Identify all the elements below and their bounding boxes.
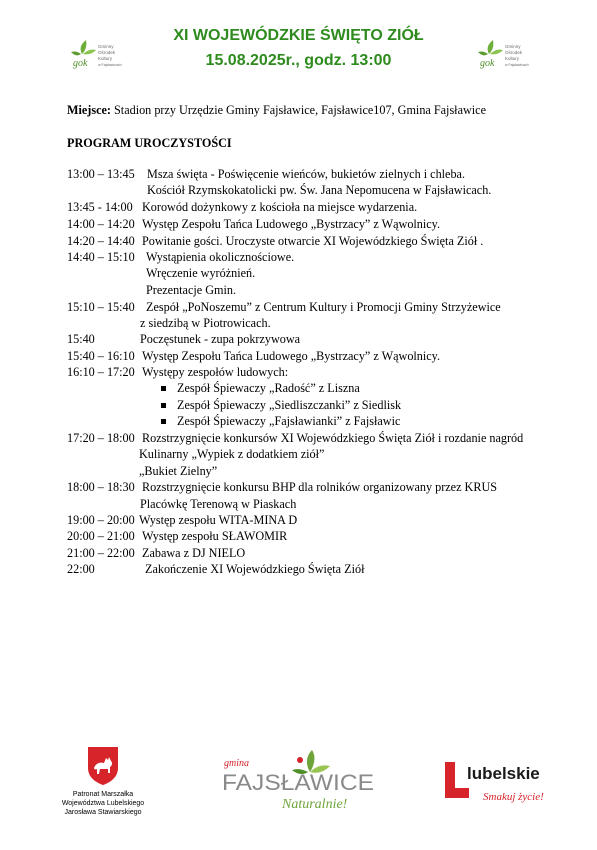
lubelskie-logo: [443, 758, 551, 810]
program-row: [67, 349, 441, 363]
svg-text:Ośrodek: Ośrodek: [98, 50, 116, 55]
row-desc-cont: Placówkę Terenową w Piaskach: [140, 497, 297, 511]
patronat-text: Patronat Marszałka Województwa Lubelskiego Jarosława Stawiarskiego: [61, 791, 145, 816]
row-desc: Występ Zespołu Tańca Ludowego „Bystrzacy” z Wąwolnicy.: [142, 349, 441, 363]
event-date: 15.08.2025r., godz. 13:00: [205, 52, 392, 69]
program-row: [67, 365, 289, 379]
svg-text:Ośrodek: Ośrodek: [505, 50, 523, 55]
svg-text:Kultury: Kultury: [505, 56, 520, 61]
svg-text:Gminny: Gminny: [505, 44, 521, 49]
program-row: [67, 562, 365, 576]
row-desc: Zakończenie XI Wojewódzkiego Święta Ziół: [145, 562, 365, 576]
row-desc-cont: „Bukiet Zielny”: [139, 464, 218, 478]
lubelskie-coat-of-arms-icon: [87, 746, 119, 786]
program-row: [67, 529, 288, 543]
row-time: 14:00 – 14:20: [67, 217, 135, 231]
program-row: [67, 217, 441, 231]
svg-text:Naturalnie!: Naturalnie!: [282, 797, 348, 812]
row-time: 16:10 – 17:20: [67, 365, 135, 379]
ensemble-list-item: Zespół Śpiewaczy „Siedliszczanki” z Siedlisk: [177, 398, 401, 412]
program-row: [67, 300, 501, 314]
row-desc-cont: z siedzibą w Piotrowicach.: [140, 316, 271, 330]
row-desc: Występ zespołu WITA-MINA D: [139, 513, 298, 527]
row-time: 22:00: [67, 562, 95, 576]
row-time: 14:20 – 14:40: [67, 234, 135, 248]
row-desc: Poczęstunek - zupa pokrzywowa: [140, 332, 301, 346]
svg-text:w Fajsławicach: w Fajsławicach: [98, 63, 122, 67]
program-row: [67, 234, 484, 248]
place-label: Miejsce:: [67, 103, 111, 117]
row-time: 15:40: [67, 332, 95, 346]
row-time: 15:10 – 15:40: [67, 300, 135, 314]
row-desc: Występ zespołu SŁAWOMIR: [142, 529, 288, 543]
row-time: 15:40 – 16:10: [67, 349, 135, 363]
row-desc: Występy zespołów ludowych:: [142, 365, 289, 379]
row-desc: Rozstrzygnięcie konkursu BHP dla rolników organizowany przez KRUS: [142, 480, 498, 494]
row-desc-cont: Kościół Rzymskokatolicki pw. Św. Jana Nepomucena w Fajsławicach.: [147, 183, 492, 197]
program-heading: PROGRAM UROCZYSTOŚCI: [67, 136, 232, 150]
svg-text:gok: gok: [73, 58, 88, 69]
row-desc: Wystąpienia okolicznościowe.: [146, 250, 295, 264]
ensemble-list-item: Zespół Śpiewaczy „Radość” z Liszna: [177, 381, 360, 395]
svg-text:lubelskie: lubelskie: [467, 764, 540, 783]
row-desc: Korowód dożynkowy z kościoła na miejsce wydarzenia.: [142, 200, 418, 214]
svg-text:gmina: gmina: [224, 758, 249, 769]
bullet-square-icon: [161, 403, 166, 408]
row-desc-cont: Kulinarny „Wypiek z dodatkiem ziół”: [139, 447, 325, 461]
row-desc: Powitanie gości. Uroczyste otwarcie XI Wojewódzkiego Święta Ziół .: [142, 234, 484, 248]
row-time: 20:00 – 21:00: [67, 529, 135, 543]
row-time: 19:00 – 20:00: [67, 513, 135, 527]
row-desc: Msza święta - Poświęcenie wieńców, bukietów zielnych i chleba.: [147, 167, 466, 181]
svg-text:Smakuj życie!: Smakuj życie!: [483, 791, 544, 803]
row-time: 13:45 - 14:00: [67, 200, 133, 214]
row-desc: Rozstrzygnięcie konkursów XI Wojewódzkiego Święta Ziół i rozdanie nagród: [142, 431, 524, 445]
row-time: 18:00 – 18:30: [67, 480, 135, 494]
bullet-square-icon: [161, 386, 166, 391]
program-row: [67, 513, 298, 527]
svg-text:Gminny: Gminny: [98, 44, 114, 49]
place-line: [67, 103, 486, 118]
row-time: 17:20 – 18:00: [67, 431, 135, 445]
program-row: [67, 200, 418, 214]
row-desc-cont: Prezentacje Gmin.: [146, 283, 237, 297]
row-desc: Występ Zespołu Tańca Ludowego „Bystrzacy” z Wąwolnicy.: [142, 217, 441, 231]
row-time: 13:00 – 13:45: [67, 167, 135, 181]
row-desc: Zespół „PoNoszemu” z Centrum Kultury i Promocji Gminy Strzyżewice: [146, 300, 501, 314]
event-title: XI WOJEWÓDZKIE ŚWIĘTO ZIÓŁ: [173, 27, 424, 44]
row-desc: Zabawa z DJ NIELO: [142, 546, 246, 560]
program-row: [67, 480, 498, 494]
row-time: 21:00 – 22:00: [67, 546, 135, 560]
gmina-fajslawice-logo: [222, 750, 377, 815]
row-time: 14:40 – 15:10: [67, 250, 135, 264]
program-row: [67, 167, 466, 181]
ensemble-list-item: Zespół Śpiewaczy „Fajsławianki” z Fajsławic: [177, 414, 400, 428]
program-row: [67, 250, 295, 264]
svg-text:gok: gok: [480, 58, 495, 69]
bullet-square-icon: [161, 419, 166, 424]
svg-text:Kultury: Kultury: [98, 56, 113, 61]
row-desc-cont: Wręczenie wyróżnień.: [146, 266, 256, 280]
program-row: [67, 546, 246, 560]
place-value: Stadion przy Urzędzie Gminy Fajsławice, Fajsławice107, Gmina Fajsławice: [110, 103, 486, 117]
program-row: [67, 431, 524, 445]
svg-text:FAJSŁAWICE: FAJSŁAWICE: [222, 770, 374, 795]
svg-text:w Fajsławicach: w Fajsławicach: [505, 63, 529, 67]
program-row: [67, 332, 301, 346]
